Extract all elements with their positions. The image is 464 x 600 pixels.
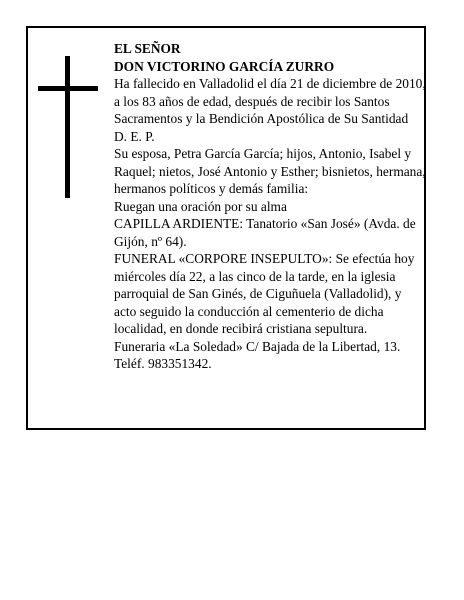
notice-text (114, 40, 426, 373)
family-list: Su esposa, Petra García García; hijos, Antonio, Isabel y Raquel; nietos, José Antonio y Esther; bisnietos, hermana, hermanos políticos y demás familia: (114, 146, 426, 196)
death-announcement: Ha fallecido en Valladolid el día 21 de diciembre de 2010, a los 83 años de edad, después de recibir los Santos Sacramentos y la Bendición Apostólica de Su Santidad (114, 76, 426, 126)
cross-vertical-bar (65, 56, 70, 198)
notice-title-line1: EL SEÑOR (114, 41, 181, 56)
cross-horizontal-bar (38, 86, 98, 91)
prayer-request: Ruegan una oración por su alma (114, 198, 287, 214)
cross-icon (38, 56, 98, 198)
rip-abbreviation: D. E. P. (114, 128, 155, 144)
deceased-name: DON VICTORINO GARCÍA ZURRO (114, 58, 335, 74)
funeral-home-info: Funeraria «La Soledad» C/ Bajada de la Libertad, 13. Teléf. 983351342. (114, 338, 401, 371)
obituary-notice (26, 26, 426, 430)
funeral-info: FUNERAL «CORPORE INSEPULTO»: Se efectúa hoy miércoles día 22, a las cinco de la tarde, en la iglesia parroquial de San Ginés, de Ciguñuela (Valladolid), y acto seguido la conducción al cementerio de dicha localidad, en donde recibirá cristiana sepultura. (114, 251, 415, 336)
chapel-info: CAPILLA ARDIENTE: Tanatorio «San José» (Avda. de Gijón, nº 64). (114, 216, 416, 249)
